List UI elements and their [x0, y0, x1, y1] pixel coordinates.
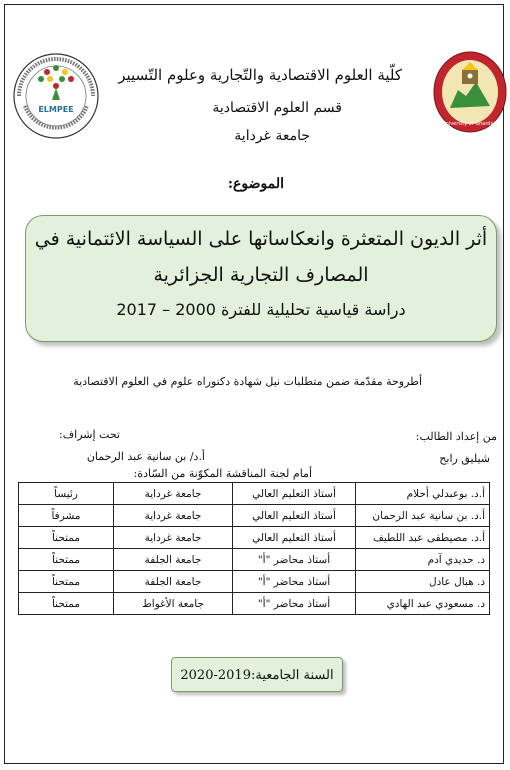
jury-role: ممتحناً: [19, 571, 114, 593]
title-line-1: أثر الديون المتعثرة وانعكاساتها على السياسة الائتمانية في: [34, 228, 488, 250]
lab-logo: [12, 52, 100, 140]
supervisor-label: تحت إشراف:: [59, 428, 120, 441]
jury-name: د. هبال عادل: [356, 571, 490, 593]
table-row: [19, 549, 490, 571]
academic-year: السنة الجامعية:2019-2020: [171, 657, 343, 692]
jury-university: جامعة غرداية: [114, 527, 233, 549]
student-name: شيليق رابح: [439, 452, 490, 465]
jury-table: [18, 482, 490, 615]
jury-label: أمام لجنة المناقشة المكوّنة من السّادة:: [133, 467, 312, 480]
title-box: [25, 215, 497, 342]
jury-university: جامعة الجلفة: [114, 549, 233, 571]
jury-role: رئيساً: [19, 483, 114, 505]
jury-rank: أستاذ التعليم العالي: [233, 483, 356, 505]
supervisor-name: أ.د/ بن سانية عبد الرحمان: [86, 450, 205, 463]
jury-university: جامعة الجلفة: [114, 571, 233, 593]
jury-name: د. حديدي آدم: [356, 549, 490, 571]
jury-name: د. مسعودي عبد الهادي: [356, 593, 490, 615]
thesis-note: أطروحة مقدّمة ضمن متطلبات نيل شهادة دكتوراه علوم في العلوم الاقتصادية: [73, 375, 422, 388]
faculty-name: كلّية العلوم الاقتصادية والتّجارية وعلوم التّسيير: [118, 66, 402, 84]
jury-role: مشرفاً: [19, 505, 114, 527]
jury-rank: أستاذ محاضر "أ": [233, 571, 356, 593]
jury-name: أ.د. بوعبدلي أحلام: [356, 483, 490, 505]
prepared-by-label: من إعداد الطالب:: [415, 430, 497, 443]
jury-rank: أستاذ محاضر "أ": [233, 593, 356, 615]
table-row: [19, 483, 490, 505]
jury-rank: أستاذ التعليم العالي: [233, 505, 356, 527]
jury-university: جامعة الأغواط: [114, 593, 233, 615]
lab-logo-text: ELMPEE: [38, 105, 74, 114]
title-subtitle: دراسة قياسية تحليلية للفترة 2000 – 2017: [116, 300, 406, 319]
jury-rank: أستاذ التعليم العالي: [233, 527, 356, 549]
table-row: [19, 505, 490, 527]
jury-role: ممتحناً: [19, 549, 114, 571]
jury-rank: أستاذ محاضر "أ": [233, 549, 356, 571]
table-row: [19, 571, 490, 593]
jury-university: جامعة غرداية: [114, 483, 233, 505]
jury-university: جامعة غرداية: [114, 505, 233, 527]
department-name: قسم العلوم الاقتصادية: [212, 100, 342, 116]
subject-label: الموضوع:: [227, 176, 284, 192]
university-logo-text: University of Ghardaia: [442, 121, 498, 127]
jury-name: أ.د. مصيطفى عبد اللطيف: [356, 527, 490, 549]
jury-name: أ.د. بن سانية عبد الرحمان: [356, 505, 490, 527]
jury-role: ممتحناً: [19, 593, 114, 615]
title-line-2: المصارف التجارية الجزائرية: [153, 264, 369, 286]
table-row: [19, 593, 490, 615]
table-row: [19, 527, 490, 549]
university-logo: [432, 50, 508, 134]
jury-role: ممتحناً: [19, 527, 114, 549]
university-name: جامعة غرداية: [234, 128, 310, 144]
